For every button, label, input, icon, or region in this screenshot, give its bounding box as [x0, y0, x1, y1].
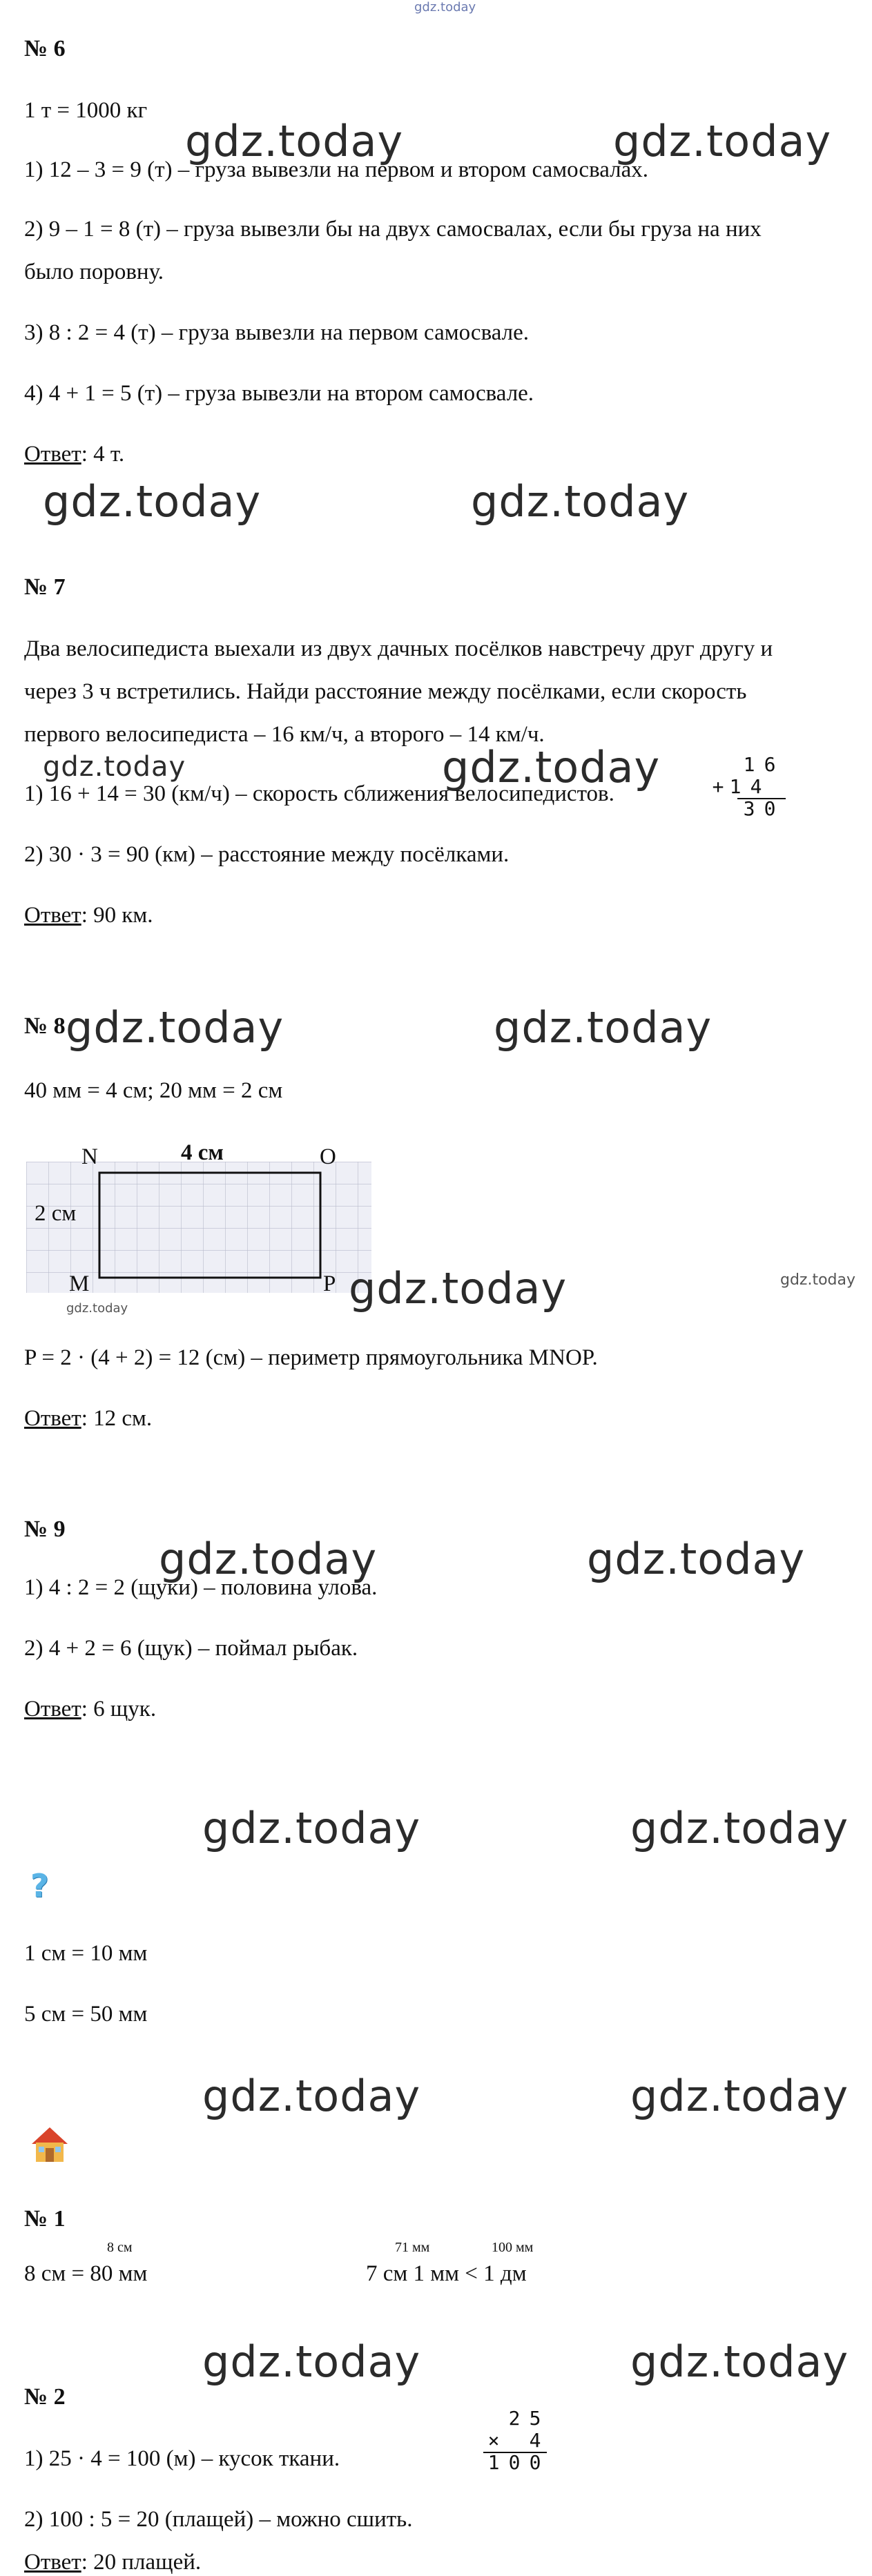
task-7-text-2: через 3 ч встретились. Найди расстояние между посёлками, если скорость — [24, 679, 747, 704]
digit: 1 — [487, 2451, 500, 2474]
task-7-line-2: 2) 30 · 3 = 90 (км) – расстояние между посёлками. — [24, 842, 510, 867]
watermark: gdz.today — [159, 1534, 378, 1584]
task-7-text-3: первого велосипедиста – 16 км/ч, а второго – 14 км/ч. — [24, 722, 545, 747]
task-6-line-2b: было поровну. — [24, 260, 164, 284]
task-7-answer — [24, 901, 153, 929]
answer-value: : 12 см. — [81, 1406, 153, 1431]
vertex-P-label: P — [323, 1271, 336, 1296]
home-task-1-right-note-1: 71 мм — [395, 2240, 430, 2255]
task-7-text-1: Два велосипедиста выехали из двух дачных посёлков навстречу друг другу и — [24, 636, 773, 661]
task-6-title: № 6 — [24, 36, 66, 61]
vertex-M-label: M — [69, 1271, 90, 1296]
watermark: gdz.today — [587, 1534, 806, 1584]
task-9-line-1: 1) 4 : 2 = 2 (щуки) – половина улова. — [24, 1575, 378, 1600]
digit: 2 — [508, 2407, 521, 2430]
plus-sign: + — [712, 775, 724, 798]
answer-value: : 90 км. — [81, 903, 153, 928]
answer-label: Ответ — [24, 442, 81, 467]
answer-value: : 4 т. — [81, 442, 125, 467]
watermark: gdz.today — [630, 2071, 849, 2121]
watermark: gdz.today — [202, 2336, 421, 2387]
house-icon — [29, 2125, 70, 2165]
task-6-line-3: 3) 8 : 2 = 4 (т) – груза вывезли на первом самосвале. — [24, 320, 530, 345]
vertex-N-label: N — [81, 1144, 98, 1169]
question-line-2: 5 см = 50 мм — [24, 2002, 148, 2027]
answer-label: Ответ — [24, 2550, 81, 2575]
task-9-line-2: 2) 4 + 2 = 6 (щук) – поймал рыбак. — [24, 1636, 358, 1661]
watermark: gdz.today — [630, 1803, 849, 1853]
digit: 4 — [750, 775, 762, 798]
task-7-title: № 7 — [24, 574, 66, 600]
task-7-column-addition — [712, 753, 780, 820]
task-7-line-1: 1) 16 + 14 = 30 (км/ч) – скорость сближения велосипедистов. — [24, 781, 614, 806]
digit: 1 — [729, 775, 742, 798]
task-9-answer — [24, 1695, 156, 1723]
watermark: gdz.today — [202, 1803, 421, 1853]
watermark: gdz.today — [442, 742, 661, 792]
digit: 0 — [508, 2451, 521, 2474]
watermark: gdz.today — [43, 476, 262, 527]
task-6-line-2a: 2) 9 – 1 = 8 (т) – груза вывезли бы на двух самосвалах, если бы груза на них — [24, 217, 762, 242]
answer-label: Ответ — [24, 1697, 81, 1721]
digit: 1 — [743, 753, 755, 776]
digit: 6 — [764, 753, 776, 776]
home-task-2-line-1: 1) 25 · 4 = 100 (м) – кусок ткани. — [24, 2446, 340, 2471]
watermark: gdz.today — [43, 751, 186, 783]
task-6-line-1: 1) 12 – 3 = 9 (т) – груза вывезли на первом и втором самосвалах. — [24, 157, 649, 182]
watermark-small: gdz.today — [66, 1301, 128, 1316]
vertex-O-label: O — [320, 1144, 336, 1169]
task-8-title: № 8 — [24, 1013, 66, 1039]
digit: 0 — [529, 2451, 541, 2474]
answer-label: Ответ — [24, 903, 81, 928]
digit: 5 — [529, 2407, 541, 2430]
home-task-1-title: № 1 — [24, 2206, 66, 2232]
task-8-answer — [24, 1405, 152, 1432]
task-8-line-0: 40 мм = 4 см; 20 мм = 2 см — [24, 1078, 283, 1103]
home-task-2-line-2: 2) 100 : 5 = 20 (плащей) – можно сшить. — [24, 2507, 413, 2532]
answer-value: : 20 плащей. — [81, 2550, 202, 2575]
question-mark-icon: ? — [30, 1867, 49, 1904]
watermark: gdz.today — [66, 1002, 284, 1053]
times-sign: × — [487, 2429, 500, 2452]
top-watermark: gdz.today — [414, 0, 476, 14]
watermark: gdz.today — [630, 2336, 849, 2387]
task-8-perimeter: P = 2 · (4 + 2) = 12 (см) – периметр прямоугольника MNOP. — [24, 1345, 598, 1370]
task-6-line-0: 1 т = 1000 кг — [24, 98, 148, 123]
home-task-1-right: 7 см 1 мм < 1 дм — [366, 2261, 527, 2286]
home-task-2-answer — [24, 2548, 201, 2576]
task-6-answer — [24, 440, 124, 468]
home-task-1-right-note-2: 100 мм — [492, 2240, 534, 2255]
task-6-line-4: 4) 4 + 1 = 5 (т) – груза вывезли на втором самосвале. — [24, 381, 534, 406]
watermark: gdz.today — [471, 476, 690, 527]
answer-label: Ответ — [24, 1406, 81, 1431]
watermark: gdz.today — [494, 1002, 713, 1053]
digit: 0 — [764, 797, 776, 820]
watermark-small: gdz.today — [780, 1271, 856, 1289]
top-side-length: 4 см — [181, 1140, 224, 1165]
home-task-1-left-note: 8 см — [107, 2240, 133, 2255]
home-task-1-left: 8 см = 80 мм — [24, 2261, 148, 2286]
watermark: gdz.today — [185, 116, 404, 166]
home-task-2-column-multiplication — [483, 2408, 545, 2474]
home-task-2-title: № 2 — [24, 2384, 66, 2410]
watermark: gdz.today — [613, 116, 832, 166]
question-line-1: 1 см = 10 мм — [24, 1941, 148, 1966]
watermark: gdz.today — [202, 2071, 421, 2121]
watermark: gdz.today — [349, 1263, 568, 1314]
left-side-length: 2 см — [35, 1201, 77, 1226]
answer-value: : 6 щук. — [81, 1697, 157, 1721]
digit: 3 — [743, 797, 755, 820]
digit: 4 — [529, 2429, 541, 2452]
task-9-title: № 9 — [24, 1516, 66, 1542]
